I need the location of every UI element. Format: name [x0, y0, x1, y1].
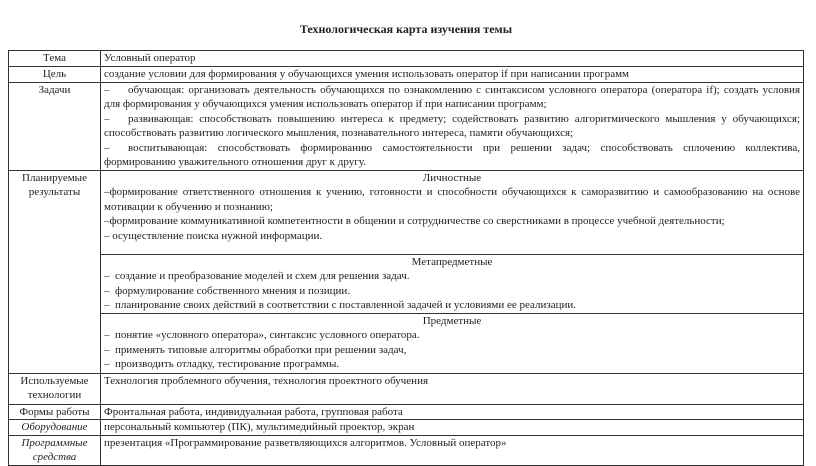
task-item — [104, 83, 800, 112]
row-label-tsel: Цель — [9, 67, 101, 83]
row-value-equipment: персональный компьютер (ПК), мультимедийный проектор, экран — [101, 420, 804, 436]
result-item: – осуществление поиска нужной информации. — [104, 229, 323, 242]
task-text: обучающая: организовать деятельность обучающихся по ознакомлению с синтаксисом условного оператора (оператора if); создать условия для формирования у обучающихся умения использовать оператор if при написании программ; — [104, 83, 800, 110]
row-value-software: презентация «Программирование разветвляющихся алгоритмов. Условный оператор» — [101, 435, 804, 465]
list-dash-marker: – — [104, 270, 110, 282]
result-item — [104, 284, 800, 299]
result-item: –формирование коммуникативной компетентности в общении и сотрудничестве со сверстниками в процессе учебной деятельности; — [104, 215, 725, 227]
row-label-tema: Тема — [9, 51, 101, 67]
table-row — [9, 373, 804, 404]
result-item — [104, 328, 800, 343]
list-dash-marker: – — [104, 83, 110, 96]
task-item — [104, 112, 800, 141]
list-dash-marker: – — [104, 141, 110, 154]
table-row — [9, 313, 804, 373]
table-row — [9, 404, 804, 420]
result-item — [104, 357, 800, 372]
list-dash-marker: – — [104, 343, 110, 356]
row-value-tsel: создание условии для формирования у обучающихся умения использовать оператор if при написании программ — [101, 67, 804, 83]
section-heading: Личностные — [422, 171, 482, 184]
list-dash-marker: – — [104, 329, 110, 341]
row-value-zadachi — [101, 82, 804, 170]
result-text: понятие «условного оператора», синтаксис условного оператора. — [115, 329, 420, 341]
result-item — [104, 343, 800, 358]
row-label-zadachi: Задачи — [9, 82, 101, 170]
section-metapredmetnye — [101, 254, 804, 313]
table-row — [9, 170, 804, 254]
table-row — [9, 82, 804, 170]
task-text: развивающая: способствовать повышению интереса к предмету; содействовать развитию алгоритмического мышления у обучающихся; способствовать развитию логического мышления, познавательного интереса, памяти обучающихся; — [104, 112, 800, 139]
table-row — [9, 51, 804, 67]
list-dash-marker: – — [104, 299, 110, 311]
result-text: формулирование собственного мнения и позиции. — [115, 284, 351, 297]
row-label-technologies: Используемые технологии — [9, 373, 101, 404]
result-item — [104, 298, 800, 313]
row-label-planned-results: Планируемые результаты — [9, 170, 101, 373]
row-value-technologies: Технология проблемного обучения, технология проектного обучения — [101, 373, 804, 404]
task-item — [104, 141, 800, 170]
row-value-work-forms: Фронтальная работа, индивидуальная работа, групповая работа — [101, 404, 804, 420]
result-item — [104, 269, 800, 284]
result-text: создание и преобразование моделей и схем для решения задач. — [115, 270, 410, 282]
tech-map-table — [8, 50, 804, 466]
list-dash-marker: – — [104, 284, 110, 297]
table-row — [9, 420, 804, 436]
section-heading: Метапредметные — [411, 255, 493, 268]
result-text: применять типовые алгоритмы обработки при решении задач, — [115, 343, 407, 356]
row-label-equipment: Оборудование — [9, 420, 101, 436]
table-row — [9, 67, 804, 83]
task-text: воспитывающая: способствовать формированию самостоятельности при решении задач; способствовать сплочению коллектива, формированию уважительного отношения друг к другу. — [104, 141, 800, 168]
section-lichnostnye — [101, 170, 804, 254]
page-title: Технологическая карта изучения темы — [299, 22, 513, 36]
section-heading: Предметные — [422, 314, 482, 327]
result-text: производить отладку, тестирование программы. — [115, 358, 340, 370]
table-row — [9, 435, 804, 465]
list-dash-marker: – — [104, 358, 110, 370]
row-label-work-forms: Формы работы — [9, 404, 101, 420]
row-label-software: Программные средства — [9, 435, 101, 465]
list-dash-marker: – — [104, 112, 110, 125]
result-text: планирование своих действий в соответствии с поставленной задачей и условиями ее реализации. — [115, 299, 577, 311]
result-item: –формирование ответственного отношения к учению, готовности и способности обучающихся к саморазвитию и самообразованию на основе мотивации к обучению и познанию; — [104, 186, 800, 213]
section-predmetnye — [101, 313, 804, 373]
row-value-tema: Условный оператор — [101, 51, 804, 67]
table-row — [9, 254, 804, 313]
